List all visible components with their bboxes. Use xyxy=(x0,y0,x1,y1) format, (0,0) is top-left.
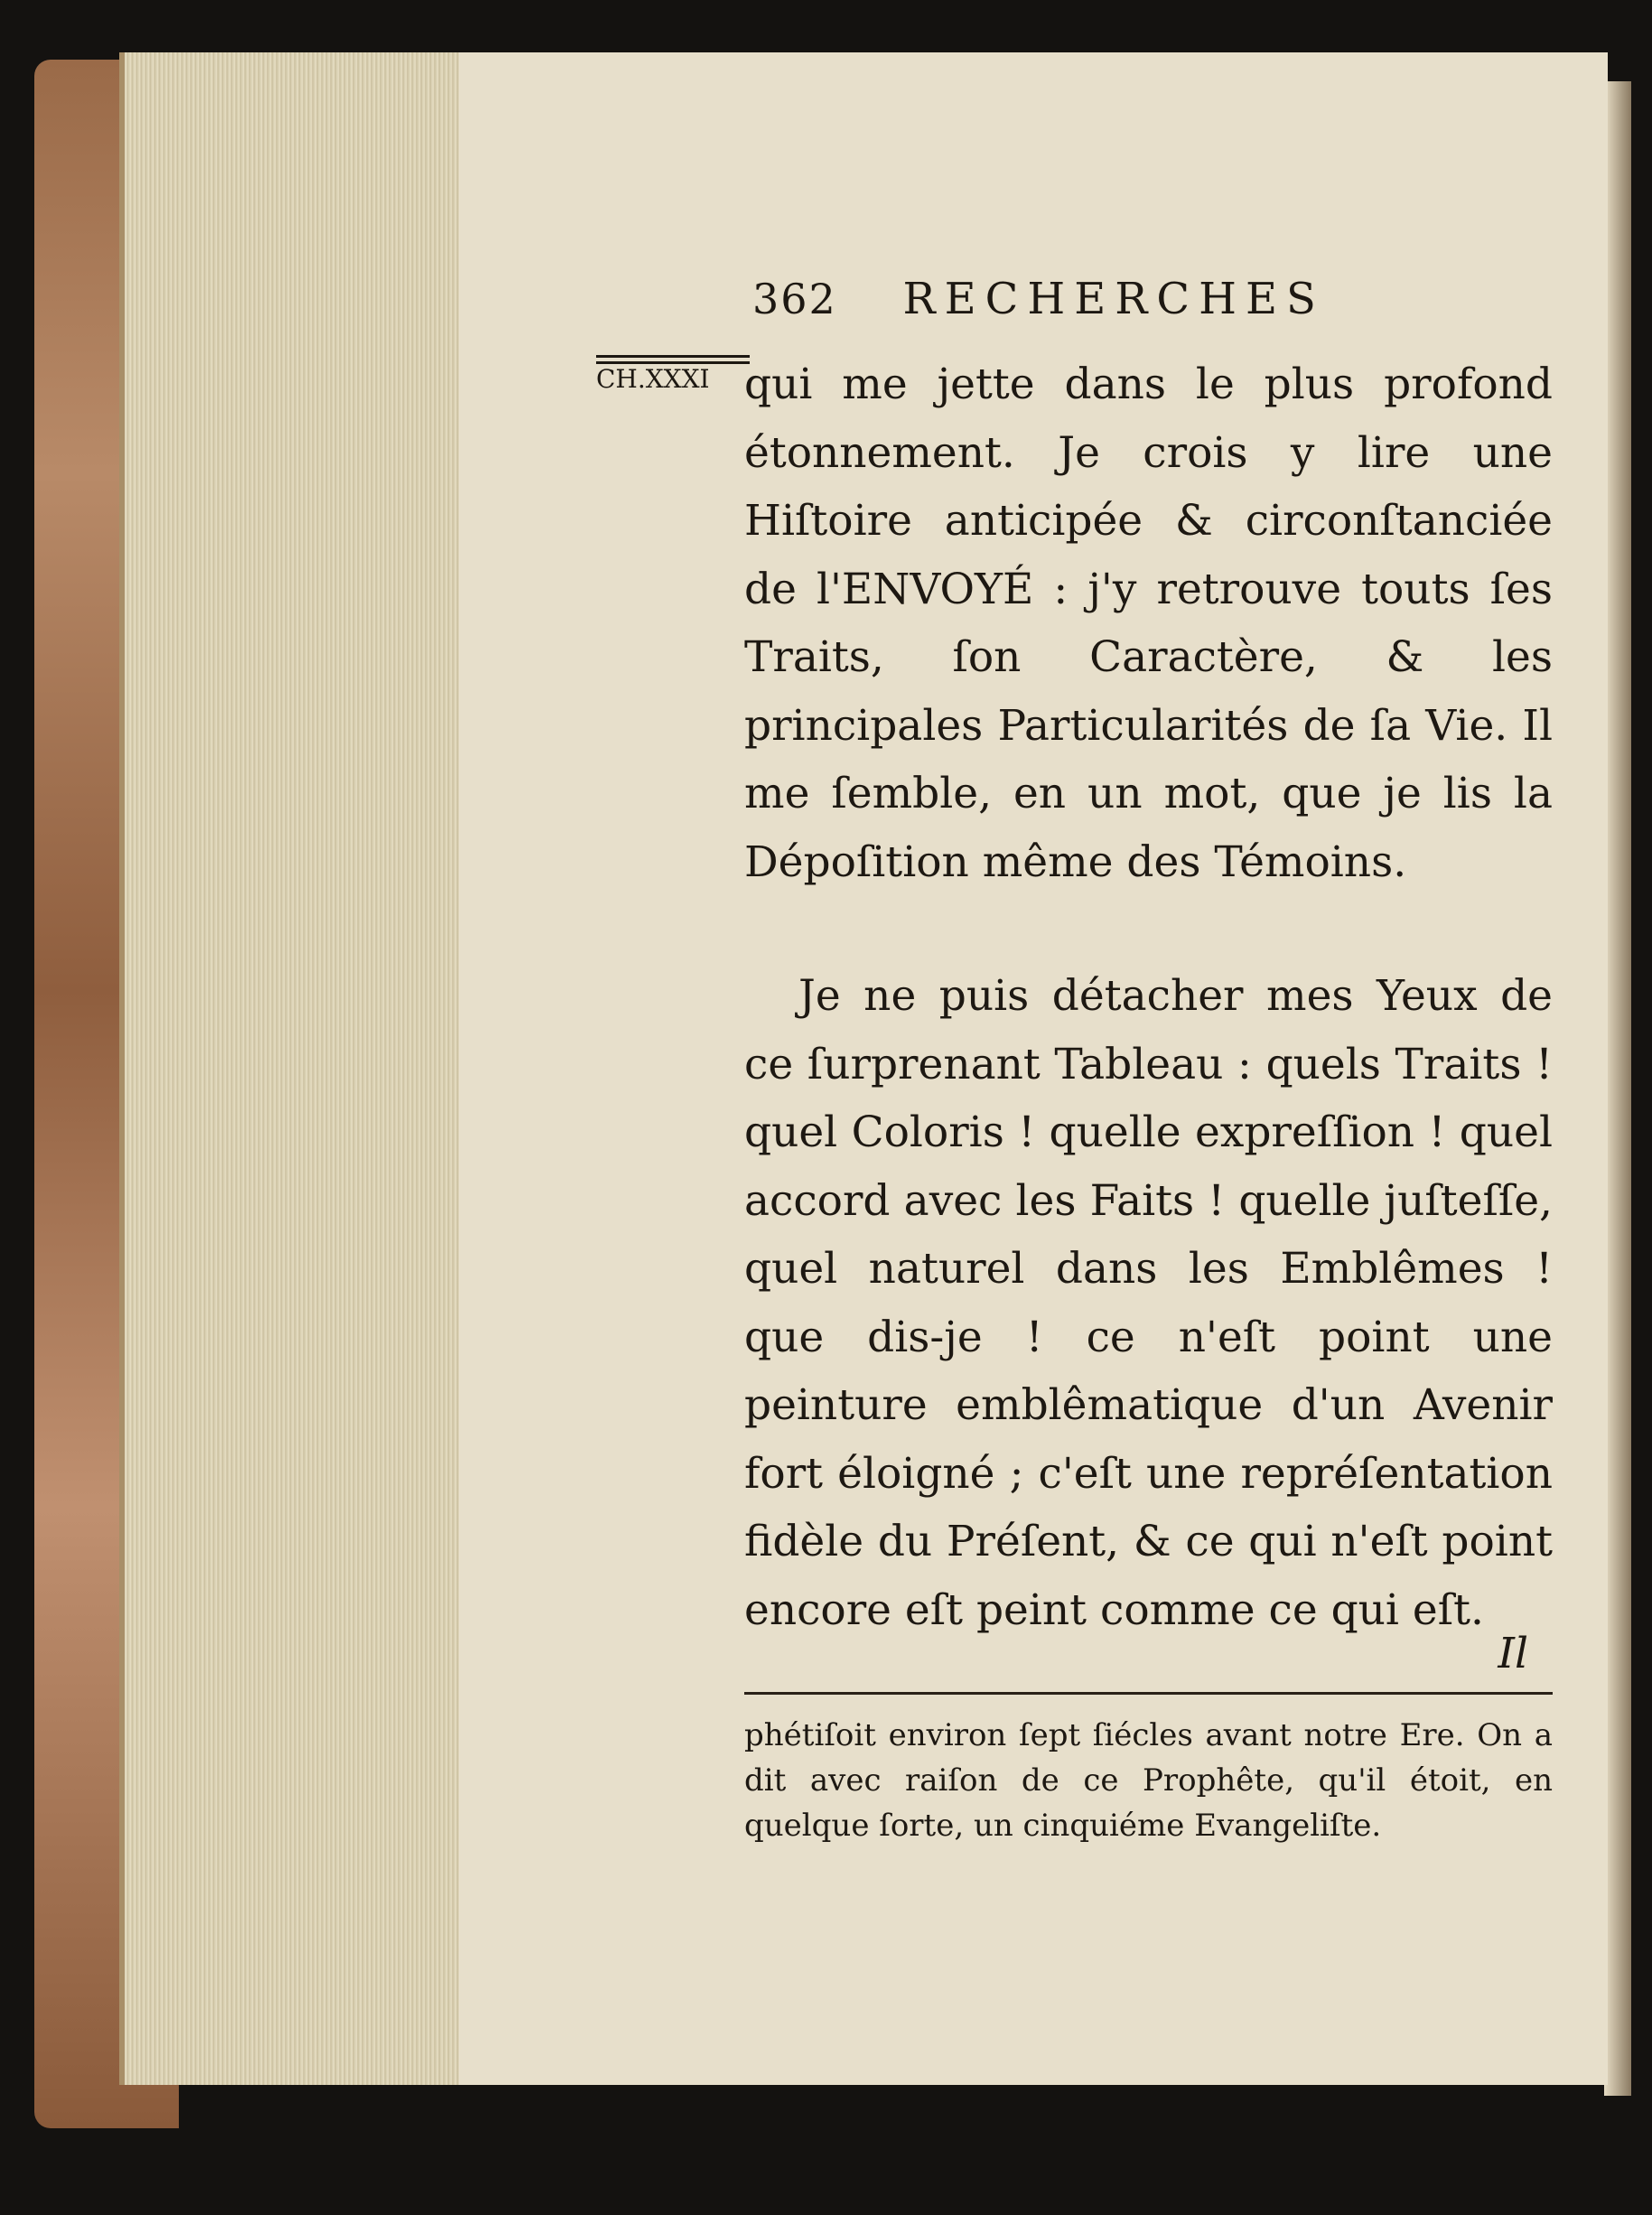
chapter-margin-note: CH.XXXI xyxy=(596,355,750,393)
footnote-rule xyxy=(744,1692,1553,1695)
book-page xyxy=(459,52,1608,2085)
running-head-title: RECHERCHES xyxy=(902,274,1325,324)
footnote-text: phétiſoit environ ſept ſiécles avant notre Ere. On a dit avec raiſon de ce Prophête, qu'il étoit, en quelque ſorte, un cinquiéme Evangeliſte. xyxy=(744,1717,1553,1844)
page-edges xyxy=(119,52,468,2085)
catchword: Il xyxy=(1498,1629,1528,1678)
body-text xyxy=(744,350,1553,1644)
paragraph-2: Je ne puis détacher mes Yeux de ce ſurprenant Tableau : quels Traits ! quel Coloris ! quelle expreſſion ! quel accord avec les Faits ! quelle juſteſſe, quel naturel dans les Emblêmes ! que dis-je ! ce n'eſt point une peinture emblêmatique d'un Avenir fort éloigné ; c'eſt une repréſentation fidèle du Préſent, & ce qui n'eſt point encore eſt peint comme ce qui eſt. xyxy=(744,971,1553,1635)
footnote xyxy=(744,1713,1553,1848)
paragraph-1: qui me jette dans le plus profond étonnement. Je crois y lire une Hiſtoire anticipée & circonſtanciée de l'ENVOYÉ : j'y retrouve touts ſes Traits, ſon Caractère, & les principales Particularités de ſa Vie. Il me ſemble, en un mot, que je lis la Dépoſition même des Témoins. xyxy=(744,360,1553,887)
facing-page-edge xyxy=(1604,81,1631,2096)
page-number: 362 xyxy=(752,275,837,323)
running-header xyxy=(752,274,1325,324)
